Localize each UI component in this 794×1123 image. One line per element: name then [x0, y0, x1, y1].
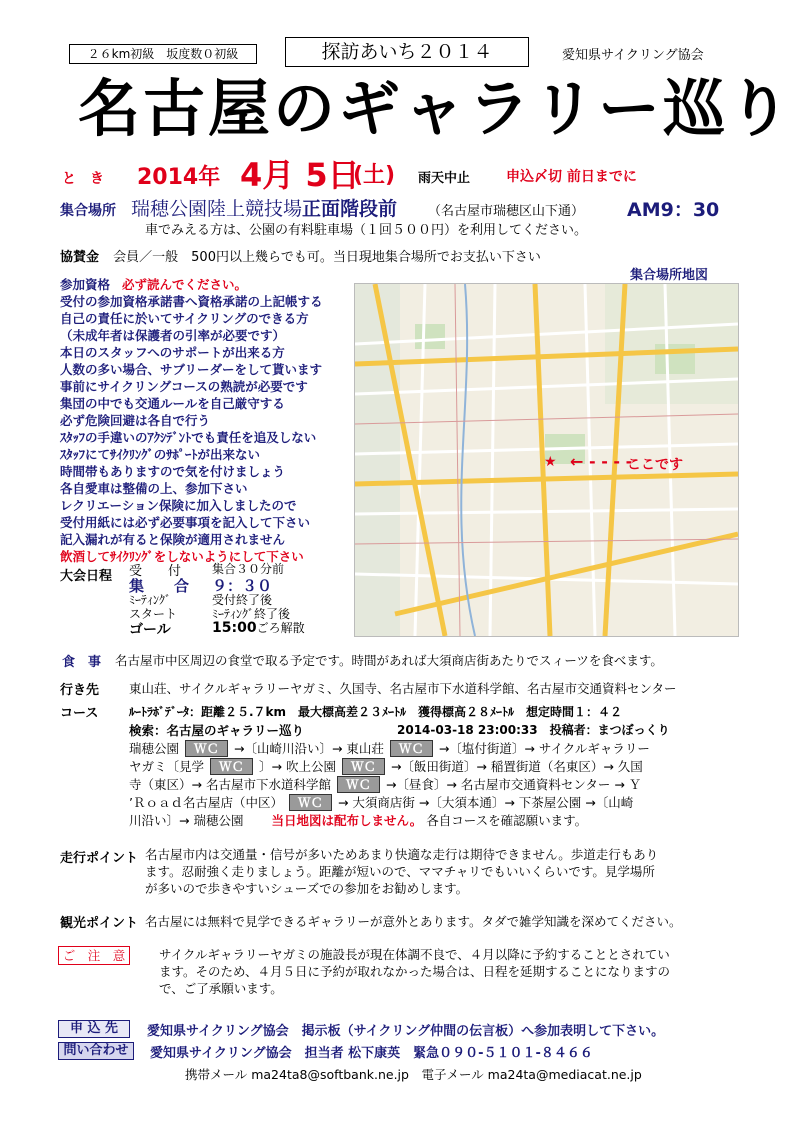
caution-line: ます。そのため、４月５日に予約が取れなかった場合は、日程を延期することになりますの — [159, 964, 671, 979]
qualification-line: 受付用紙には必ず必要事項を記入して下さい — [60, 515, 311, 530]
qualifications — [60, 276, 323, 565]
route-text: ヤガミ〔見学 — [129, 759, 205, 774]
route-line-5 — [129, 812, 587, 829]
meeting-time: AM9：30 — [627, 199, 720, 221]
assembly-label: 集 合 — [129, 577, 190, 595]
sightseeing-label: 観光ポイント — [60, 916, 139, 931]
caution-line: サイクルギャラリーヤガミの施設長が現在体調不良で、４月以降に予約することとされてい — [159, 947, 670, 962]
riding-line: ます。忍耐強く走りましょう。距離が短いので、ママチャリでもいいくらいです。見学場所 — [145, 864, 655, 879]
route-line-1 — [129, 740, 650, 757]
goal-time: 15:00 — [212, 620, 257, 636]
start-time: ﾐｰﾃｨﾝｸﾞ終了後 — [212, 607, 291, 621]
route-line-3 — [129, 776, 641, 793]
meeting-place — [131, 194, 397, 221]
route-text: ’Ｒｏａｄ名古屋店（中区） — [129, 795, 283, 810]
meeting-time-sched: 受付終了後 — [212, 593, 273, 607]
wc-badge: ＷＣ — [210, 758, 253, 775]
organizer: 愛知県サイクリング協会 — [562, 48, 704, 63]
date-month-day: 4月 5日 — [240, 156, 360, 194]
application-label-text: 申 込 先 — [69, 1021, 119, 1036]
route-text: →〔飯田街道〕→ 稲置街道（名東区）→ 久国 — [390, 759, 643, 774]
wc-badge: ＷＣ — [390, 740, 433, 757]
caution-label-text: ご 注 意 — [62, 948, 126, 963]
goal-label: ゴール — [129, 622, 171, 638]
date-label: と き — [62, 171, 104, 187]
map-title: 集合場所地図 — [630, 268, 709, 283]
route-text: →〔塩付街道〕→ サイクルギャラリー — [438, 741, 650, 756]
date-weekday: (土) — [353, 163, 396, 188]
route-text: →〔山崎川沿い〕→ 東山荘 — [234, 741, 384, 756]
route-text: 〕→ 吹上公園 — [259, 759, 336, 774]
qualification-line: ｽﾀｯﾌにてｻｲｸﾘﾝｸﾞのｻﾎﾟｰﾄが出来ない — [60, 447, 261, 462]
qualifications-label: 参加資格 — [60, 277, 111, 292]
route-text: 瑞穂公園 — [129, 741, 180, 756]
route-text: 各自コースを確認願います。 — [426, 813, 588, 828]
qualification-line: 必ず危険回避は各自で行う — [60, 413, 211, 428]
qualification-line: レクリエーション保険に加入しましたので — [60, 498, 297, 513]
qualification-line: 時間帯もありますので気を付けましょう — [60, 464, 286, 479]
date-year: 2014年 — [137, 165, 221, 190]
riding-point-label: 走行ポイント — [60, 851, 139, 866]
event-name: 探訪あいち２０１４ — [321, 41, 493, 63]
map-here-label: ここです — [627, 457, 683, 473]
course-label: コース — [60, 706, 99, 721]
contact-email: 携帯メール ma24ta8@softbank.ne.jp 電子メール ma24ta@mediacat.ne.jp — [185, 1067, 642, 1082]
wc-badge: ＷＣ — [289, 794, 332, 811]
destinations-text: 東山荘、サイクルギャラリーヤガミ、久国寺、名古屋市下水道科学館、名古屋市交通資料センター — [129, 681, 677, 696]
qualification-line: 集団の中でも交通ルールを自己厳守する — [60, 396, 285, 411]
food-text: 名古屋市中区周辺の食堂で取る予定です。時間があれば大須商店街あたりでスィーツを食べます。 — [115, 653, 663, 668]
meeting-place-name: 瑞穂公園陸上競技場 — [131, 198, 303, 220]
qualification-line: ｽﾀｯﾌの手違いのｱｸｼﾃﾞﾝﾄでも責任を追及しない — [60, 430, 317, 445]
reception-time: 集合３０分前 — [212, 562, 285, 576]
start-label: スタート — [129, 607, 178, 621]
no-map-notice: 当日地図は配布しません。 — [271, 813, 423, 828]
schedule-label: 大会日程 — [60, 569, 113, 584]
fee-row — [60, 246, 541, 265]
fee-text: 会員／一般 500円以上幾らでも可。当日現地集合場所でお支払い下さい — [113, 250, 541, 265]
contact-label-text: 問い合わせ — [63, 1043, 129, 1058]
qualification-line: 自己の責任に於いてサイクリングのできる方 — [60, 311, 309, 326]
deadline: 申込〆切 前日までに — [506, 169, 637, 185]
course-posted: 2014-03-18 23:00:33 投稿者：まつぼっくり — [397, 723, 670, 737]
riding-line: 名古屋市内は交通量・信号が多いためあまり快適な走行は期待できません。歩道走行もあり — [145, 847, 659, 862]
application-label — [58, 1020, 130, 1038]
qualification-line: （未成年者は保護者の引率が必要です） — [60, 328, 286, 343]
meeting-label-sched: ﾐｰﾃｨﾝｸﾞ — [129, 593, 172, 607]
map-star-icon: ★ — [544, 454, 557, 470]
caution-label — [58, 946, 130, 965]
contact-text: 愛知県サイクリング協会 担当者 松下康英 緊急０９０-５１０１-８４６６ — [150, 1046, 593, 1061]
riding-point-text — [145, 846, 658, 897]
event-name-box — [285, 37, 529, 67]
drinking-warning: 飲酒してｻｲｸﾘﾝｸﾞをしないようにして下さい — [60, 549, 304, 564]
caution-text — [159, 946, 670, 997]
qualification-line: 人数の多い場合、サブリーダーをして貰います — [60, 362, 323, 377]
parking-note: 車でみえる方は、公園の有料駐車場（１回５００円）を利用してください。 — [145, 223, 588, 238]
must-read: 必ず読んでください。 — [122, 277, 248, 292]
wc-badge: ＷＣ — [337, 776, 380, 793]
caution-line: で、ご了承願います。 — [159, 981, 283, 996]
arrow-left-icon: ← - - - - — [570, 452, 633, 471]
qualification-line: 事前にサイクリングコースの熟読が必要です — [60, 379, 308, 394]
qualification-line: 本日のスタッフへのサポートが出来る方 — [60, 345, 285, 360]
application-text: 愛知県サイクリング協会 掲示板（サイクリング仲間の伝言板）へ参加表明して下さい。 — [147, 1024, 665, 1039]
route-text: 川沿い〕→ 瑞穂公園 — [129, 813, 244, 828]
grade-text: ２６km初級 坂度数０初級 — [87, 47, 239, 61]
route-line-4 — [129, 794, 633, 811]
goal-suffix: ごろ解散 — [256, 621, 305, 635]
reception-label: 受 付 — [129, 564, 182, 579]
assembly-time: ９：３０ — [212, 577, 273, 595]
qualification-line: 受付の参加資格承諾書へ資格承諾の上記帳する — [60, 294, 323, 309]
meeting-map — [354, 283, 739, 637]
route-text: → 大須商店街 →〔大須本通〕→ 下茶屋公園 →〔山崎 — [337, 795, 634, 810]
page-title: 名古屋のギャラリー巡り — [78, 72, 794, 145]
qualification-line: 記入漏れが有ると保険が適用されません — [60, 532, 286, 547]
rain-cancel: 雨天中止 — [418, 171, 471, 186]
meeting-place-front: 正面階段前 — [302, 198, 398, 220]
destinations-label: 行き先 — [60, 683, 100, 698]
route-line-2 — [129, 758, 643, 775]
goal-time-row — [212, 619, 305, 636]
route-text: 寺（東区）→ 名古屋市下水道科学館 — [129, 777, 331, 792]
food-label: 食 事 — [62, 655, 102, 670]
contact-label — [58, 1042, 134, 1060]
course-search: 検索：名古屋のギャラリー巡り — [129, 723, 305, 738]
grade-box — [69, 44, 257, 64]
fee-label: 協賛金 — [60, 250, 100, 265]
riding-line: が多いので歩きやすいシューズでの参加をお勧めします。 — [145, 881, 469, 896]
wc-badge: ＷＣ — [185, 740, 228, 757]
sightseeing-text: 名古屋には無料で見学できるギャラリーが意外とあります。タダで雑学知識を深めてください。 — [145, 914, 682, 929]
route-data: ﾙｰﾄﾗﾎﾞﾃﾞｰﾀ：距離２５.７km 最大標高差２３ﾒｰﾄﾙ 獲得標高２８ﾒｰﾄﾙ 想定時間１：４２ — [129, 705, 623, 719]
meeting-label: 集合場所 — [60, 203, 116, 219]
qualification-line: 各自愛車は整備の上、参加下さい — [60, 481, 248, 496]
meeting-address: （名古屋市瑞穂区山下通） — [428, 204, 585, 219]
route-text: →〔昼食〕→ 名古屋市交通資料センター → Ｙ — [385, 777, 642, 792]
wc-badge: ＷＣ — [342, 758, 385, 775]
